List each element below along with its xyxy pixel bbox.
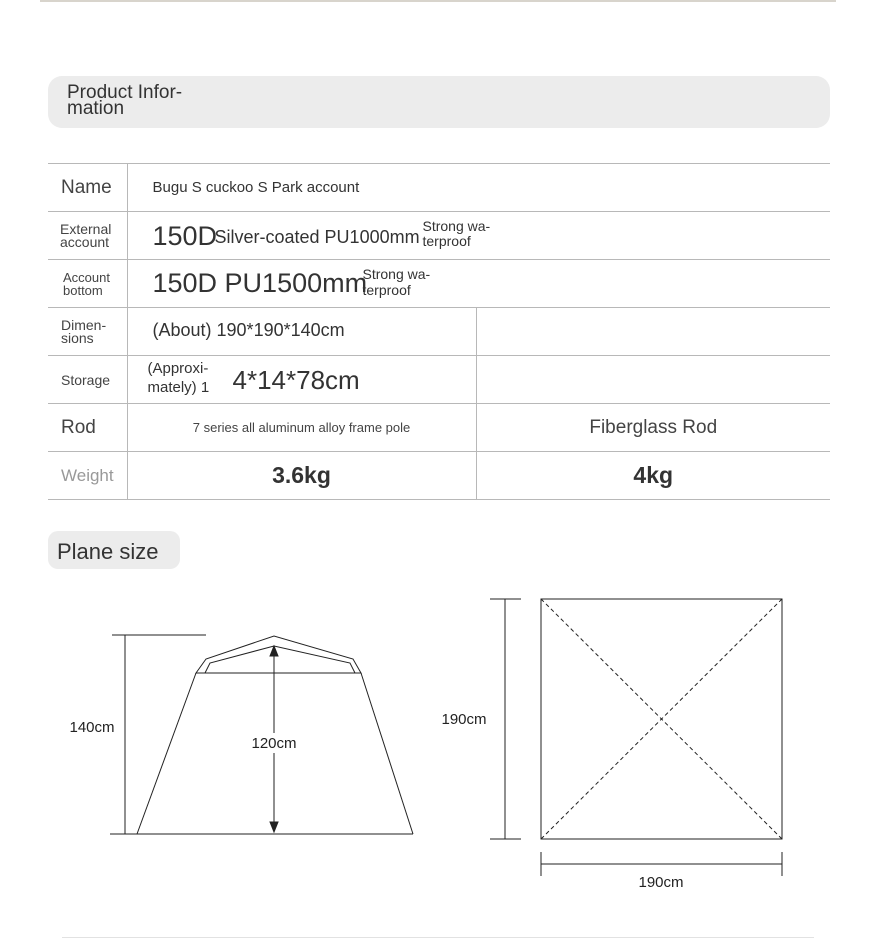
weight-aluminum: 3.6kg [272,462,331,488]
top-depth-label: 190cm [441,711,487,728]
bottom-divider [62,937,814,938]
name-value: Bugu S cuckoo S Park account [152,179,360,196]
spec-table [48,163,830,500]
external-coating: Silver-coated PU1000mm [214,227,420,247]
spec-row-storage [48,356,830,404]
product-info-title: Product Infor- mation [67,82,183,119]
external-denier: 150D [152,221,218,251]
spec-row-external [48,212,830,260]
rod-aluminum: 7 series all aluminum alloy frame pole [192,419,411,435]
side-height-label: 140cm [69,719,115,736]
storage-approx: (Approxi- mately) 1 [147,360,210,396]
inner-height-label: 120cm [251,735,297,752]
spec-row-rod [48,404,830,452]
row-label: Storage [61,371,111,388]
dimensions-value: (About) 190*190*140cm [152,320,345,340]
spec-row-weight [48,452,830,500]
size-diagram [0,580,878,900]
row-label: External account [60,220,112,250]
row-label: Weight [61,465,114,485]
rod-fiberglass: Fiberglass Rod [589,416,718,438]
bottom-note: Strong wa- terproof [362,266,431,298]
row-label: Account bottom [63,269,110,298]
bottom-spec: 150D PU1500mm [152,268,368,298]
row-label: Rod [61,416,96,438]
row-label: Dimen- sions [61,316,107,346]
spec-row-dimensions [48,308,830,356]
top-divider [40,0,836,2]
plane-size-header [48,531,180,569]
spec-row-bottom [48,260,830,308]
external-note: Strong wa- terproof [422,218,491,249]
top-view [490,599,782,876]
storage-size: 4*14*78cm [232,365,360,395]
top-width-label: 190cm [638,874,684,891]
plane-size-title: Plane size [57,539,159,564]
spec-row-name [48,164,830,212]
product-info-header [48,76,830,128]
weight-fiberglass: 4kg [633,462,674,488]
row-label: Name [61,176,112,198]
